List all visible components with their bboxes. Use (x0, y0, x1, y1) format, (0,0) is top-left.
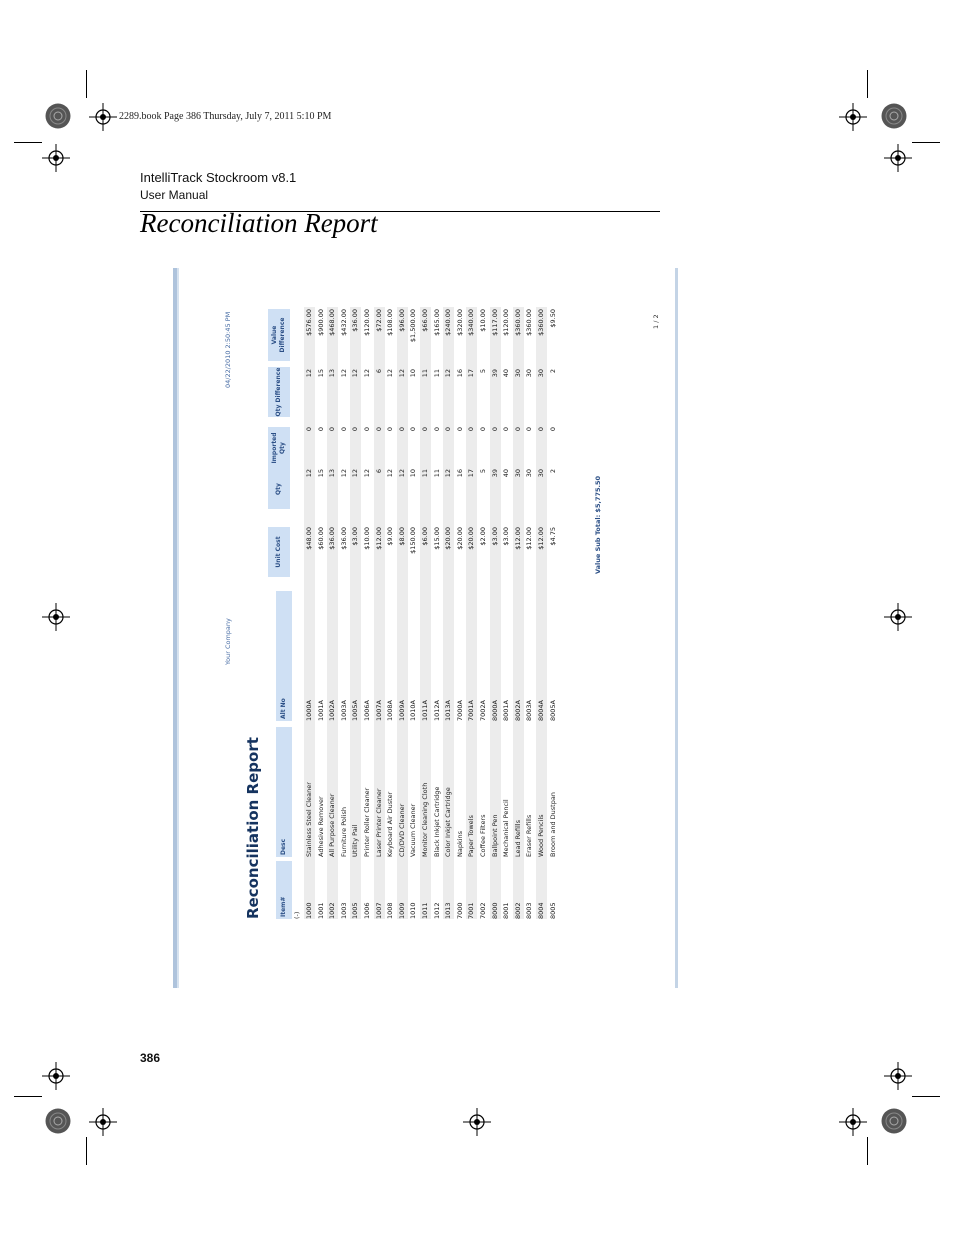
cell-imp: 0 (467, 427, 476, 432)
cell-qdiff: 2 (548, 369, 557, 374)
cell-qty: 17 (467, 469, 476, 478)
report-company: Your Company (224, 618, 232, 665)
cell-imp: 0 (363, 427, 371, 432)
cell-cost: $48.00 (305, 527, 313, 550)
cell-cost: $36.00 (339, 527, 348, 550)
cell-vdiff: $108.00 (386, 309, 395, 336)
cell-vdiff: $120.00 (502, 309, 511, 336)
cell-vdiff: $1,500.00 (409, 309, 418, 343)
cell-item: 1011 (421, 902, 429, 919)
col-header-alt: Alt No (276, 591, 292, 721)
cell-qdiff: 40 (502, 369, 511, 378)
registration-mark-icon (89, 1108, 117, 1136)
registration-mark-icon (884, 1062, 912, 1090)
cell-qty: 30 (525, 469, 534, 478)
cell-qdiff: 39 (490, 369, 499, 378)
cell-desc: Adhesive Remover (316, 796, 325, 857)
cell-qty: 40 (502, 469, 511, 478)
registration-mark-icon (884, 144, 912, 172)
cell-desc: Furniture Polish (339, 806, 348, 857)
starburst-mark-icon (45, 103, 71, 129)
cell-alt: 1001A (316, 700, 325, 721)
cell-qdiff: 12 (305, 369, 313, 378)
table-row (524, 307, 535, 919)
cell-imp: 0 (386, 427, 395, 432)
cell-cost: $15.00 (432, 527, 441, 550)
cell-vdiff: $240.00 (444, 309, 453, 336)
table-row (443, 307, 454, 919)
cell-qdiff: 15 (316, 369, 325, 378)
col-header-value-difference: Value Difference (268, 309, 290, 361)
cell-alt: 1011A (421, 700, 429, 721)
cell-item: 1007 (374, 902, 383, 919)
cell-imp: 0 (537, 427, 545, 432)
cell-alt: 8002A (513, 700, 522, 721)
cell-desc: CD/DVD Cleaner (397, 803, 406, 857)
starburst-mark-icon (881, 1108, 907, 1134)
cell-alt: 1003A (339, 700, 348, 721)
cell-desc: Monitor Cleaning Cloth (421, 782, 429, 857)
cell-qdiff: 17 (467, 369, 476, 378)
cell-imp: 0 (374, 427, 383, 432)
cell-qty: 11 (432, 469, 441, 478)
report-title: Reconciliation Report (244, 737, 262, 919)
cell-qdiff: 13 (328, 369, 337, 378)
table-row (420, 307, 431, 919)
cell-qdiff: 11 (421, 369, 429, 378)
registration-mark-icon (463, 1108, 491, 1136)
cell-desc: Napkins (455, 830, 464, 857)
cell-vdiff: $36.00 (351, 309, 360, 332)
cell-desc: Laser Printer Cleaner (374, 788, 383, 857)
cell-alt: 1006A (363, 700, 371, 721)
cell-item: 8001 (502, 902, 511, 919)
running-header-subtitle: User Manual (140, 188, 209, 202)
cell-item: 1010 (409, 902, 418, 919)
cell-qty: 10 (409, 469, 418, 478)
cell-cost: $12.00 (525, 527, 534, 550)
cell-desc: Stainless Steel Cleaner (305, 782, 313, 857)
cell-qty: 12 (351, 469, 360, 478)
value-subtotal: Value Sub Total: $5,775.50 (594, 475, 602, 574)
col-header-qty: Qty (268, 469, 290, 509)
cell-cost: $60.00 (316, 527, 325, 550)
cell-alt: 1007A (374, 700, 383, 721)
registration-mark-icon (89, 103, 117, 131)
cell-cost: $3.00 (502, 527, 511, 546)
table-row (408, 307, 419, 919)
cell-item: 1000 (305, 902, 313, 919)
cell-desc: Color Inkjet Cartridge (444, 787, 453, 857)
cell-qdiff: 11 (432, 369, 441, 378)
cell-cost: $9.00 (386, 527, 395, 546)
cell-item: 1001 (316, 902, 325, 919)
cell-item: 7000 (455, 902, 464, 919)
cell-imp: 0 (548, 427, 557, 432)
cell-item: 1009 (397, 902, 406, 919)
cell-qty: 16 (455, 469, 464, 478)
cell-item: 1002 (328, 902, 337, 919)
cell-qty: 2 (548, 469, 557, 474)
cell-qdiff: 12 (444, 369, 453, 378)
cell-qty: 12 (386, 469, 395, 478)
col-header-unit-cost: Unit Cost (268, 527, 290, 577)
cell-alt: 1002A (328, 700, 337, 721)
registration-mark-icon (884, 603, 912, 631)
cell-cost: $2.00 (479, 527, 487, 546)
cell-desc: Vacuum Cleaner (409, 803, 418, 857)
cell-alt: 8005A (548, 700, 557, 721)
cell-imp: 0 (513, 427, 522, 432)
cell-vdiff: $10.00 (479, 309, 487, 332)
cell-cost: $12.00 (537, 527, 545, 550)
cell-item: 7002 (479, 902, 487, 919)
cell-qdiff: 5 (479, 369, 487, 374)
table-row (362, 307, 373, 919)
cell-vdiff: $66.00 (421, 309, 429, 332)
cell-item: 1013 (444, 902, 453, 919)
table-row (501, 307, 512, 919)
cell-qdiff: 12 (386, 369, 395, 378)
cell-item: 8005 (548, 902, 557, 919)
registration-mark-icon (42, 603, 70, 631)
cell-vdiff: $72.00 (374, 309, 383, 332)
cell-item: 8000 (490, 902, 499, 919)
table-row (316, 307, 327, 919)
cell-desc: Lead Refills (513, 820, 522, 857)
cell-alt: 7001A (467, 700, 476, 721)
cell-qty: 12 (397, 469, 406, 478)
cell-cost: $3.00 (351, 527, 360, 546)
cell-vdiff: $576.00 (305, 309, 313, 336)
table-row (432, 307, 443, 919)
cell-desc: Paper Towels (467, 815, 476, 857)
cell-imp: 0 (328, 427, 337, 432)
registration-mark-icon (42, 144, 70, 172)
cell-alt: 1009A (397, 700, 406, 721)
cell-alt: 1013A (444, 700, 453, 721)
cell-cost: $10.00 (363, 527, 371, 550)
cell-vdiff: $900.00 (316, 309, 325, 336)
cell-imp: 0 (502, 427, 511, 432)
cell-qty: 12 (444, 469, 453, 478)
cell-vdiff: $96.00 (397, 309, 406, 332)
cell-alt: 1000A (305, 700, 313, 721)
cell-vdiff: $360.00 (513, 309, 522, 336)
cell-desc: Broom and Dustpan (548, 792, 557, 857)
table-row (397, 307, 408, 919)
cell-cost: $36.00 (328, 527, 337, 550)
cell-item: 8002 (513, 902, 522, 919)
cell-vdiff: $360.00 (525, 309, 534, 336)
table-row (327, 307, 338, 919)
report-frame-right (675, 268, 678, 988)
table-row (455, 307, 466, 919)
cell-cost: $20.00 (444, 527, 453, 550)
cell-item: 1006 (363, 902, 371, 919)
col-header-imported-qty: Imported Qty (268, 427, 290, 469)
col-header-item: Item# (276, 861, 292, 919)
cell-imp: 0 (339, 427, 348, 432)
starburst-mark-icon (45, 1108, 71, 1134)
cell-qty: 39 (490, 469, 499, 478)
table-row (466, 307, 477, 919)
cell-vdiff: $320.00 (455, 309, 464, 336)
cell-qdiff: 12 (397, 369, 406, 378)
cell-imp: 0 (316, 427, 325, 432)
cell-qdiff: 30 (537, 369, 545, 378)
cell-cost: $150.00 (409, 527, 418, 554)
cell-imp: 0 (305, 427, 313, 432)
cell-vdiff: $117.00 (490, 309, 499, 336)
table-row (478, 307, 489, 919)
report-datetime: 04/22/2010 2:50:45 PM (224, 311, 232, 388)
cell-alt: 1012A (432, 700, 441, 721)
registration-mark-icon (42, 1062, 70, 1090)
cell-vdiff: $165.00 (432, 309, 441, 336)
cell-vdiff: $468.00 (328, 309, 337, 336)
cell-alt: 8003A (525, 700, 534, 721)
section-title: Reconciliation Report (140, 208, 378, 238)
cell-qdiff: 16 (455, 369, 464, 378)
table-row (536, 307, 547, 919)
cell-qty: 30 (537, 469, 545, 478)
cell-imp: 0 (525, 427, 534, 432)
cell-imp: 0 (351, 427, 360, 432)
cell-imp: 0 (432, 427, 441, 432)
cell-imp: 0 (479, 427, 487, 432)
table-row (339, 307, 350, 919)
cell-cost: $12.00 (374, 527, 383, 550)
cell-qty: 30 (513, 469, 522, 478)
cell-item: 1003 (339, 902, 348, 919)
running-header-product: IntelliTrack Stockroom v8.1 (140, 170, 297, 185)
cell-item: 7001 (467, 902, 476, 919)
table-row (490, 307, 501, 919)
cell-desc: Mechanical Pencil (502, 799, 511, 857)
cell-qty: 6 (374, 469, 383, 474)
table-row (548, 307, 559, 919)
col-header-desc: Desc (276, 727, 292, 857)
cell-qty: 12 (339, 469, 348, 478)
report-frame-left-inner (177, 268, 179, 988)
cell-imp: 0 (455, 427, 464, 432)
starburst-mark-icon (881, 103, 907, 129)
cell-desc: Black Inkjet Cartridge (432, 786, 441, 857)
cell-vdiff: $340.00 (467, 309, 476, 336)
cell-qty: 12 (363, 469, 371, 478)
cell-qty: 11 (421, 469, 429, 478)
cell-imp: 0 (409, 427, 418, 432)
report-page-indicator: 1 / 2 (652, 314, 660, 329)
cell-desc: Utility Pail (351, 824, 360, 857)
cell-alt: 7000A (455, 700, 464, 721)
table-row (374, 307, 385, 919)
cell-alt: 1008A (386, 700, 395, 721)
cell-alt: 1010A (409, 700, 418, 721)
table-row (350, 307, 361, 919)
reconciliation-report-image (180, 283, 670, 983)
cell-cost: $8.00 (397, 527, 406, 546)
cell-cost: $20.00 (467, 527, 476, 550)
print-slug: 2289.book Page 386 Thursday, July 7, 2011 5:10 PM (119, 111, 332, 122)
cell-imp: 0 (397, 427, 406, 432)
cell-cost: $4.75 (548, 527, 557, 546)
cell-qdiff: 12 (351, 369, 360, 378)
cell-item: 8004 (537, 902, 545, 919)
cell-qty: 15 (316, 469, 325, 478)
cell-imp: 0 (444, 427, 453, 432)
cell-cost: $12.00 (513, 527, 522, 550)
cell-cost: $20.00 (455, 527, 464, 550)
cell-vdiff: $432.00 (339, 309, 348, 336)
cell-alt: 8001A (502, 700, 511, 721)
cell-item: 1005 (351, 902, 360, 919)
cell-desc: Eraser Refills (525, 814, 534, 857)
cell-qdiff: 30 (525, 369, 534, 378)
cell-cost: $6.00 (421, 527, 429, 546)
cell-item: 1008 (386, 902, 395, 919)
first-row-marker: (-) (293, 911, 301, 919)
cell-item: 8003 (525, 902, 534, 919)
table-row (385, 307, 396, 919)
cell-desc: Wood Pencils (537, 814, 545, 857)
cell-desc: Ballpoint Pen (490, 814, 499, 857)
cell-alt: 7002A (479, 700, 487, 721)
cell-imp: 0 (490, 427, 499, 432)
cell-qdiff: 12 (363, 369, 371, 378)
page-number: 386 (140, 1051, 161, 1065)
registration-mark-icon (839, 103, 867, 131)
registration-mark-icon (839, 1108, 867, 1136)
col-header-qty-difference: Qty Difference (268, 367, 290, 417)
cell-alt: 8000A (490, 700, 499, 721)
cell-cost: $3.00 (490, 527, 499, 546)
cell-desc: Keyboard Air Duster (386, 791, 395, 857)
cell-desc: Printer Roller Cleaner (363, 787, 371, 857)
cell-desc: Coffee Filters (479, 814, 487, 857)
cell-qty: 5 (479, 469, 487, 474)
table-row (513, 307, 524, 919)
cell-qdiff: 30 (513, 369, 522, 378)
cell-vdiff: $360.00 (537, 309, 545, 336)
cell-qty: 12 (305, 469, 313, 478)
table-row (304, 307, 315, 919)
cell-qdiff: 6 (374, 369, 383, 374)
cell-alt: 1005A (351, 700, 360, 721)
cell-vdiff: $9.50 (548, 309, 557, 328)
cell-alt: 8004A (537, 700, 545, 721)
cell-qdiff: 12 (339, 369, 348, 378)
cell-vdiff: $120.00 (363, 309, 371, 336)
cell-qty: 13 (328, 469, 337, 478)
cell-desc: All Purpose Cleaner (328, 793, 337, 857)
cell-qdiff: 10 (409, 369, 418, 378)
cell-item: 1012 (432, 902, 441, 919)
cell-imp: 0 (421, 427, 429, 432)
